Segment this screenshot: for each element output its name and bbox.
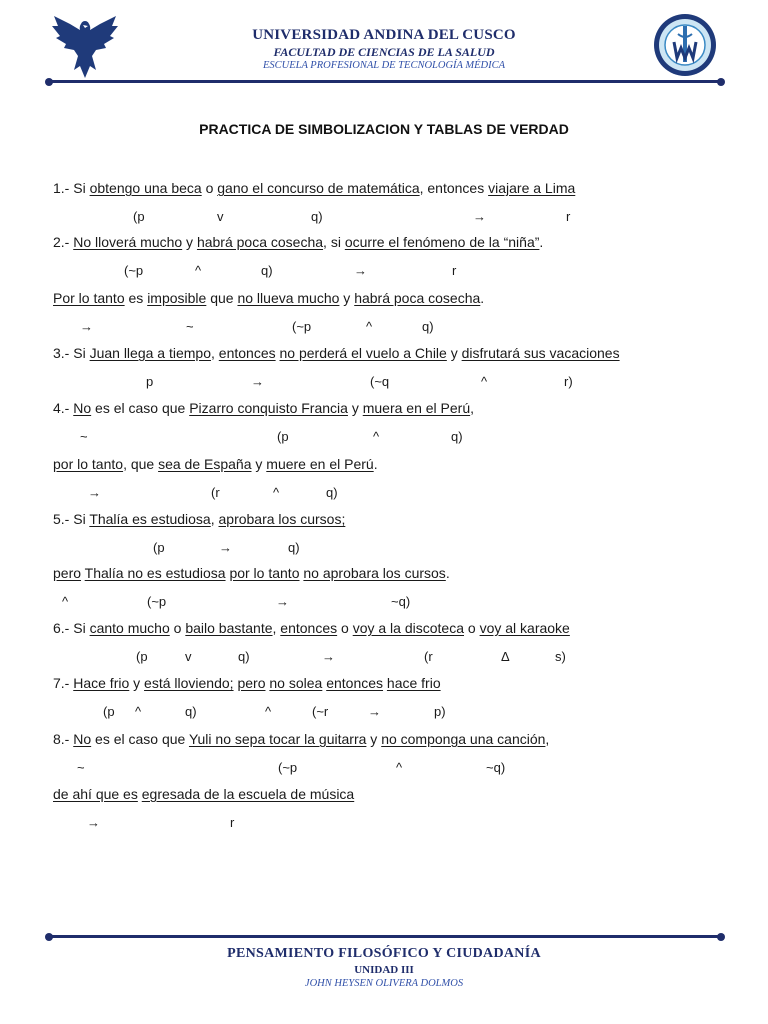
- connective-text: .: [445, 565, 450, 581]
- exercise-4-statement: [53, 400, 474, 416]
- exercise-2-symbol: q): [422, 319, 434, 334]
- underlined-proposition: habrá poca cosecha: [196, 234, 324, 250]
- underlined-proposition: muera en el Perú: [362, 400, 471, 416]
- underlined-proposition: Por lo tanto: [53, 290, 125, 306]
- exercise-6-symbol: Δ: [501, 649, 510, 664]
- exercise-1-symbol: q): [311, 209, 323, 224]
- exercise-5-symbol: ^: [62, 594, 69, 609]
- faculty-name: FACULTAD DE CIENCIAS DE LA SALUD: [273, 45, 495, 59]
- connective-text: 7.-: [53, 675, 74, 691]
- underlined-proposition: entonces: [280, 620, 338, 636]
- connective-text: y: [129, 675, 145, 691]
- exercise-5-statement: [53, 511, 345, 527]
- underlined-proposition: viajare a Lima: [488, 180, 576, 196]
- underlined-proposition: gano el concurso de matemática: [217, 180, 420, 196]
- exercise-7-symbol: →: [368, 704, 381, 719]
- exercise-2-symbol: q): [261, 263, 273, 278]
- underlined-proposition: Thalía no es estudiosa: [84, 565, 226, 581]
- underlined-proposition: pero: [53, 565, 82, 581]
- exercise-2-symbol: ^: [366, 319, 373, 334]
- connective-text: 4.-: [53, 400, 74, 416]
- connective-text: .: [539, 234, 544, 250]
- connective-text: es el caso que: [91, 400, 190, 416]
- underlined-proposition: está lloviendo;: [144, 675, 234, 691]
- connective-text: 1.- Si: [53, 180, 90, 196]
- underlined-proposition: imposible: [147, 290, 207, 306]
- connective-text: .: [480, 290, 485, 306]
- underlined-proposition: Thalía es estudiosa: [89, 511, 211, 527]
- exercise-8-symbol: ^: [396, 760, 403, 775]
- exercise-4-symbol: q): [326, 485, 338, 500]
- underlined-proposition: muere en el Perú: [266, 456, 374, 472]
- exercise-6-symbol: s): [555, 649, 566, 664]
- exercise-8-symbol: ~q): [486, 760, 506, 775]
- exercise-7-statement: [53, 675, 441, 691]
- exercise-2-symbol: →: [354, 263, 367, 278]
- underlined-proposition: no aprobara los cursos: [303, 565, 446, 581]
- exercise-5-symbol: ~q): [391, 594, 411, 609]
- underlined-proposition: entonces: [326, 675, 384, 691]
- author-name: JOHN HEYSEN OLIVERA DOLMOS: [304, 978, 464, 989]
- connective-text: ,: [470, 400, 475, 416]
- exercise-4-symbol: ^: [373, 429, 380, 444]
- exercise-3-symbol: p: [146, 374, 154, 389]
- exercise-8-symbol: →: [87, 815, 100, 830]
- connective-text: y: [366, 731, 382, 747]
- university-name: UNIVERSIDAD ANDINA DEL CUSCO: [252, 27, 516, 43]
- connective-text: 5.- Si: [53, 511, 90, 527]
- underlined-proposition: No: [73, 731, 92, 747]
- exercise-2-symbol: ~: [186, 319, 194, 334]
- connective-text: y: [347, 400, 363, 416]
- underlined-proposition: No lloverá mucho: [73, 234, 183, 250]
- divider-dot-right: [717, 933, 725, 941]
- exercise-3-symbol: r): [564, 374, 573, 389]
- connective-text: , entonces: [419, 180, 489, 196]
- underlined-proposition: aprobara los cursos;: [218, 511, 346, 527]
- connective-text: y: [251, 456, 267, 472]
- underlined-proposition: no componga una canción: [381, 731, 546, 747]
- underlined-proposition: voy al karaoke: [479, 620, 570, 636]
- exercise-7-symbol: ^: [265, 704, 272, 719]
- exercise-1-symbol: v: [217, 209, 224, 224]
- exercise-6-symbol: →: [322, 649, 335, 664]
- exercise-7-symbol: (~r: [312, 704, 329, 719]
- exercise-2-statement: [53, 234, 543, 250]
- underlined-proposition: disfrutará sus vacaciones: [461, 345, 620, 361]
- underlined-proposition: Pizarro conquisto Francia: [189, 400, 348, 416]
- connective-text: y: [446, 345, 462, 361]
- connective-text: .: [373, 456, 378, 472]
- exercise-1-symbol: →: [473, 209, 486, 224]
- exercise-6-symbol: (r: [424, 649, 433, 664]
- exercise-7-symbol: (p: [103, 704, 115, 719]
- exercise-3-statement: [53, 345, 620, 361]
- exercise-3-symbol: →: [251, 374, 264, 389]
- underlined-proposition: habrá poca cosecha: [354, 290, 481, 306]
- exercise-8-symbol: ~: [77, 760, 85, 775]
- exercise-4-symbol: ^: [273, 485, 280, 500]
- connective-text: ,: [545, 731, 550, 747]
- connective-text: es el caso que: [91, 731, 189, 747]
- connective-text: 3.- Si: [53, 345, 90, 361]
- exercise-4-symbol: q): [451, 429, 463, 444]
- connective-text: o: [201, 180, 218, 196]
- footer-divider: [49, 935, 721, 938]
- underlined-proposition: no perderá el vuelo a Chile: [279, 345, 447, 361]
- exercise-2-symbol: (~p: [124, 263, 144, 278]
- exercise-5-symbol: (~p: [147, 594, 167, 609]
- exercise-7-symbol: q): [185, 704, 197, 719]
- header-divider: [49, 80, 721, 83]
- exercise-6-statement: [53, 620, 570, 636]
- underlined-proposition: Juan llega a tiempo: [89, 345, 211, 361]
- connective-text: que: [206, 290, 238, 306]
- connective-text: 2.-: [53, 234, 74, 250]
- underlined-proposition: Hace frio: [73, 675, 130, 691]
- connective-text: , si: [323, 234, 345, 250]
- underlined-proposition: hace frio: [386, 675, 441, 691]
- exercise-5-symbol: q): [288, 540, 300, 555]
- exercise-2-symbol: ^: [195, 263, 202, 278]
- divider-dot-left: [45, 78, 53, 86]
- exercise-1-statement: [53, 180, 575, 196]
- unit-label: UNIDAD III: [354, 964, 414, 976]
- underlined-proposition: no llueva mucho: [237, 290, 340, 306]
- school-name: ESCUELA PROFESIONAL DE TECNOLOGÍA MÉDICA: [262, 60, 506, 71]
- underlined-proposition: entonces: [218, 345, 276, 361]
- exercise-5-statement: [53, 565, 450, 581]
- underlined-proposition: No: [73, 400, 92, 416]
- underlined-proposition: por lo tanto: [53, 456, 124, 472]
- exercise-4-symbol: (r: [211, 485, 220, 500]
- exercise-1-symbol: r: [566, 209, 571, 224]
- underlined-proposition: sea de España: [158, 456, 252, 472]
- exercise-1-symbol: (p: [133, 209, 145, 224]
- exercise-7-symbol: ^: [135, 704, 142, 719]
- exercise-4-symbol: →: [88, 485, 101, 500]
- exercise-4-symbol: (p: [277, 429, 289, 444]
- connective-text: y: [182, 234, 197, 250]
- exercise-8-statement: [53, 731, 549, 747]
- connective-text: 6.- Si: [53, 620, 90, 636]
- underlined-proposition: canto mucho: [89, 620, 170, 636]
- exercise-4-symbol: ~: [80, 429, 88, 444]
- connective-text: ,: [272, 620, 281, 636]
- connective-text: ,: [211, 345, 219, 361]
- course-name: PENSAMIENTO FILOSÓFICO Y CIUDADANÍA: [227, 946, 541, 961]
- underlined-proposition: egresada de la escuela de música: [141, 786, 355, 802]
- exercise-8-symbol: (~p: [278, 760, 298, 775]
- exercise-6-symbol: q): [238, 649, 250, 664]
- underlined-proposition: ocurre el fenómeno de la “niña”: [344, 234, 540, 250]
- exercise-2-statement: [53, 290, 484, 306]
- exercise-5-symbol: (p: [153, 540, 165, 555]
- divider-dot-right: [717, 78, 725, 86]
- underlined-proposition: por lo tanto: [229, 565, 300, 581]
- underlined-proposition: no solea: [269, 675, 323, 691]
- exercise-6-symbol: (p: [136, 649, 148, 664]
- exercise-3-symbol: ^: [481, 374, 488, 389]
- document-title: PRACTICA DE SIMBOLIZACION Y TABLAS DE VERDAD: [199, 121, 569, 137]
- underlined-proposition: pero: [237, 675, 266, 691]
- divider-dot-left: [45, 933, 53, 941]
- connective-text: o: [169, 620, 186, 636]
- connective-text: o: [337, 620, 353, 636]
- exercise-6-symbol: v: [185, 649, 192, 664]
- connective-text: 8.-: [53, 731, 74, 747]
- exercise-5-symbol: →: [219, 540, 232, 555]
- exercise-2-symbol: r: [452, 263, 457, 278]
- connective-text: es: [124, 290, 148, 306]
- exercise-2-symbol: (~p: [292, 319, 312, 334]
- underlined-proposition: voy a la discoteca: [352, 620, 464, 636]
- exercise-3-symbol: (~q: [370, 374, 390, 389]
- connective-text: ,: [210, 511, 219, 527]
- connective-text: o: [464, 620, 480, 636]
- exercise-5-symbol: →: [276, 594, 289, 609]
- underlined-proposition: obtengo una beca: [89, 180, 202, 196]
- underlined-proposition: bailo bastante: [185, 620, 273, 636]
- connective-text: , que: [123, 456, 159, 472]
- exercise-4-statement: [53, 456, 378, 472]
- underlined-proposition: Yuli no sepa tocar la guitarra: [188, 731, 367, 747]
- exercise-2-symbol: →: [80, 319, 93, 334]
- exercise-8-statement: [53, 786, 354, 802]
- exercise-8-symbol: r: [230, 815, 235, 830]
- exercise-7-symbol: p): [434, 704, 446, 719]
- underlined-proposition: de ahí que es: [53, 786, 138, 802]
- connective-text: y: [339, 290, 355, 306]
